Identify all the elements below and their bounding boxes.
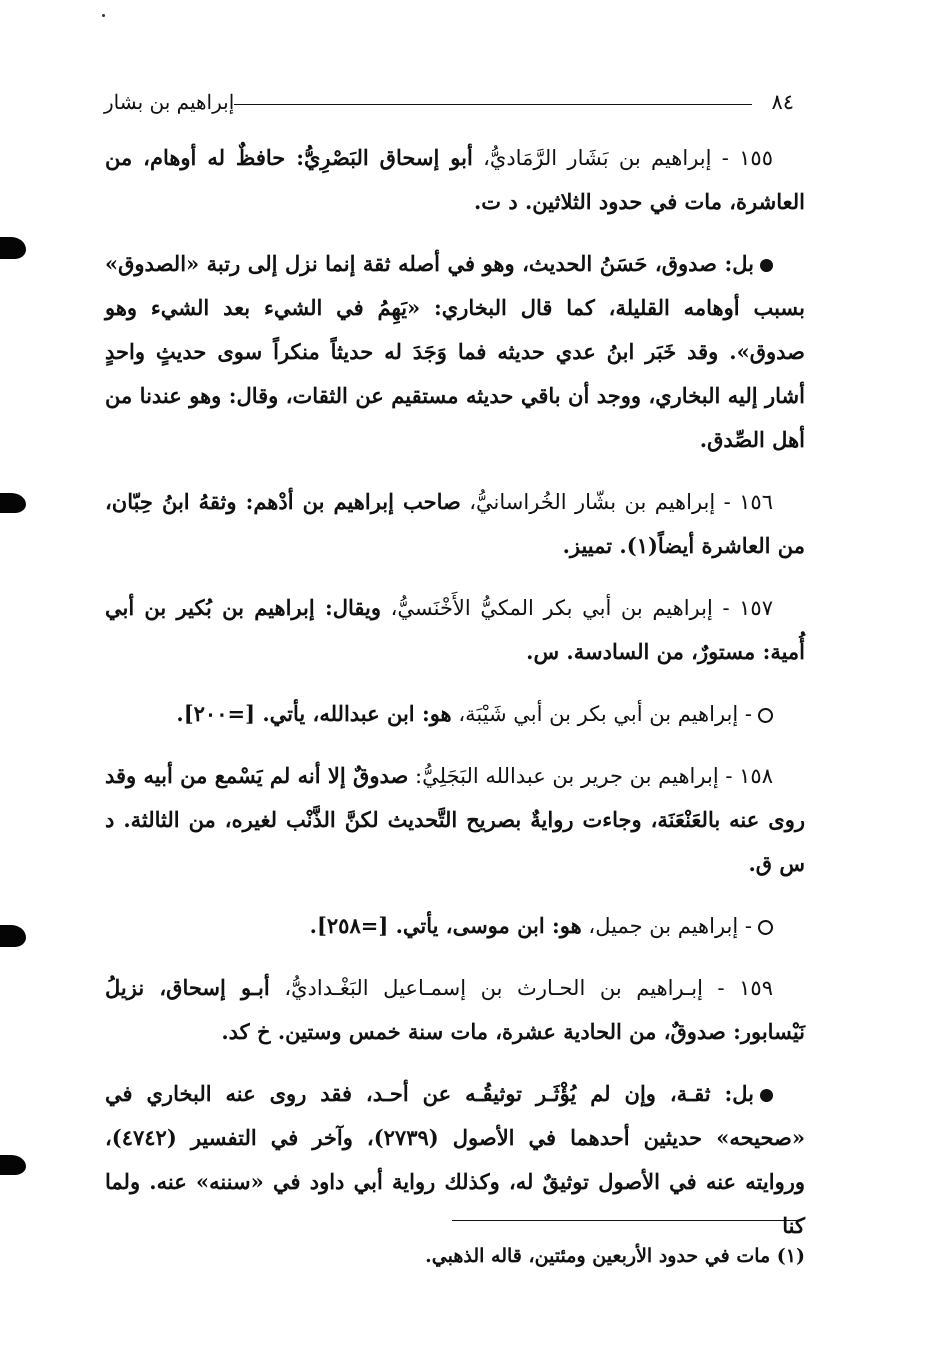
header-rule (234, 104, 752, 105)
circle-icon (758, 708, 773, 723)
page-body (105, 136, 805, 1266)
entry-155-correction (105, 242, 805, 462)
scan-speck (102, 14, 105, 17)
binding-mark (0, 493, 26, 513)
entry-159 (105, 966, 805, 1054)
cross-reference-200 (105, 692, 805, 736)
entry-text: ١٥٨ - إبراهيم بن جرير بن عبدالله البَجَلِيُّ: (408, 764, 773, 788)
entry-text: ١٥٩ - إبـراهيم بن الحـارث بن إسمـاعيل البَغْـداديُّ، (269, 976, 773, 1000)
binding-mark (0, 925, 26, 947)
entry-bold-text: بل: صدوق، حَسَنُ الحديث، وهو في أصله ثقة إنما نزل إلى رتبة «الصدوق» بسبب أوهامه القليلة، كما قال البخاري: «يَهِمُ في الشيء بعد الشيء وهو صدوق». وقد خَبَر ابنُ عدي حديثه فما وَجَدَ له حديثاً منكراً سوى حديثٍ واحدٍ أشار إليه البخاري، ووجد أن باقي حديثه مستقيم عن الثقات، وقال: وهو عندنا من أهل الصِّدق. (105, 251, 805, 452)
entry-bold-text: أبـو إسحاق، نزيلُ نَيْسابور: صدوقٌ، من الحادية عشرة، مات سنة خمس وستين. خ كد. (105, 975, 805, 1044)
entry-156 (105, 480, 805, 568)
footnote: (١) مات في حدود الأربعين ومئتين، قاله الذهبي. (425, 1245, 805, 1267)
entry-155 (105, 136, 805, 224)
entry-bold-text: بل: ثقـة، وإن لم يُؤْثَـر توثيقُـه عن أحـد، فقد روى عنه البخاري في «صحيحه» حديثين أحدهما في الأصول (٢٧٣٩)، وآخر في التفسير (٤٧٤٢)، وروايته عنه في الأصول توثيقٌ له، وكذلك رواية أبي داود في «سننه» عنه. ولما كنا (105, 1081, 805, 1238)
circle-icon (758, 920, 773, 935)
entry-158 (105, 754, 805, 886)
entry-text: - إبراهيم بن جميل، (581, 914, 752, 938)
entry-bold-text: هو: ابن موسى، يأتي. [=٢٥٨]. (309, 913, 582, 938)
cross-reference-258 (105, 904, 805, 948)
entry-text: ١٥٧ - إبراهيم بن أبي بكر المكيُّ الأَخْنَسيُّ، (380, 596, 773, 620)
entry-text: - إبراهيم بن أبي بكر بن أبي شَيْبَة، (451, 702, 752, 726)
entry-bold-text: هو: ابن عبدالله، يأتي. [=٢٠٠]. (176, 701, 452, 726)
running-header (104, 90, 794, 120)
entry-157 (105, 586, 805, 674)
binding-mark (0, 1155, 26, 1175)
entry-text: ١٥٦ - إبراهيم بن بشّار الخُراسانيُّ، (460, 490, 773, 514)
running-title: إبراهيم بن بشار (104, 90, 235, 114)
entry-bold-text: ويقال: إبراهيم بن بُكير بن أبي أُمية: مستورٌ، من السادسة. س. (105, 595, 805, 664)
entry-bold-text: أبو إسحاق البَصْرِيُّ: حافظٌ له أوهام، من العاشرة، مات في حدود الثلاثين. د ت. (105, 145, 805, 214)
entry-159-correction (105, 1072, 805, 1248)
page-number: ٨٤ (771, 90, 794, 114)
bullet-icon (760, 1089, 773, 1102)
entry-bold-text: صدوقٌ إلا أنه لم يَسْمع من أبيه وقد روى عنه بالعَنْعَنَة، وجاءت روايةٌ بصريح التَّحديث لكنَّ الذَّنْب لغيره، من الثالثة. د س ق. (105, 763, 805, 876)
bullet-icon (760, 259, 773, 272)
binding-mark (0, 237, 26, 259)
entry-text: ١٥٥ - إبراهيم بن بَشَار الرَّمَاديُّ، (472, 146, 773, 170)
footnote-separator (452, 1220, 802, 1221)
entry-bold-text: صاحب إبراهيم بن أدْهم: وثقهُ ابنُ حِبّان، من العاشرة أيضاً(١). تمييز. (105, 489, 805, 558)
